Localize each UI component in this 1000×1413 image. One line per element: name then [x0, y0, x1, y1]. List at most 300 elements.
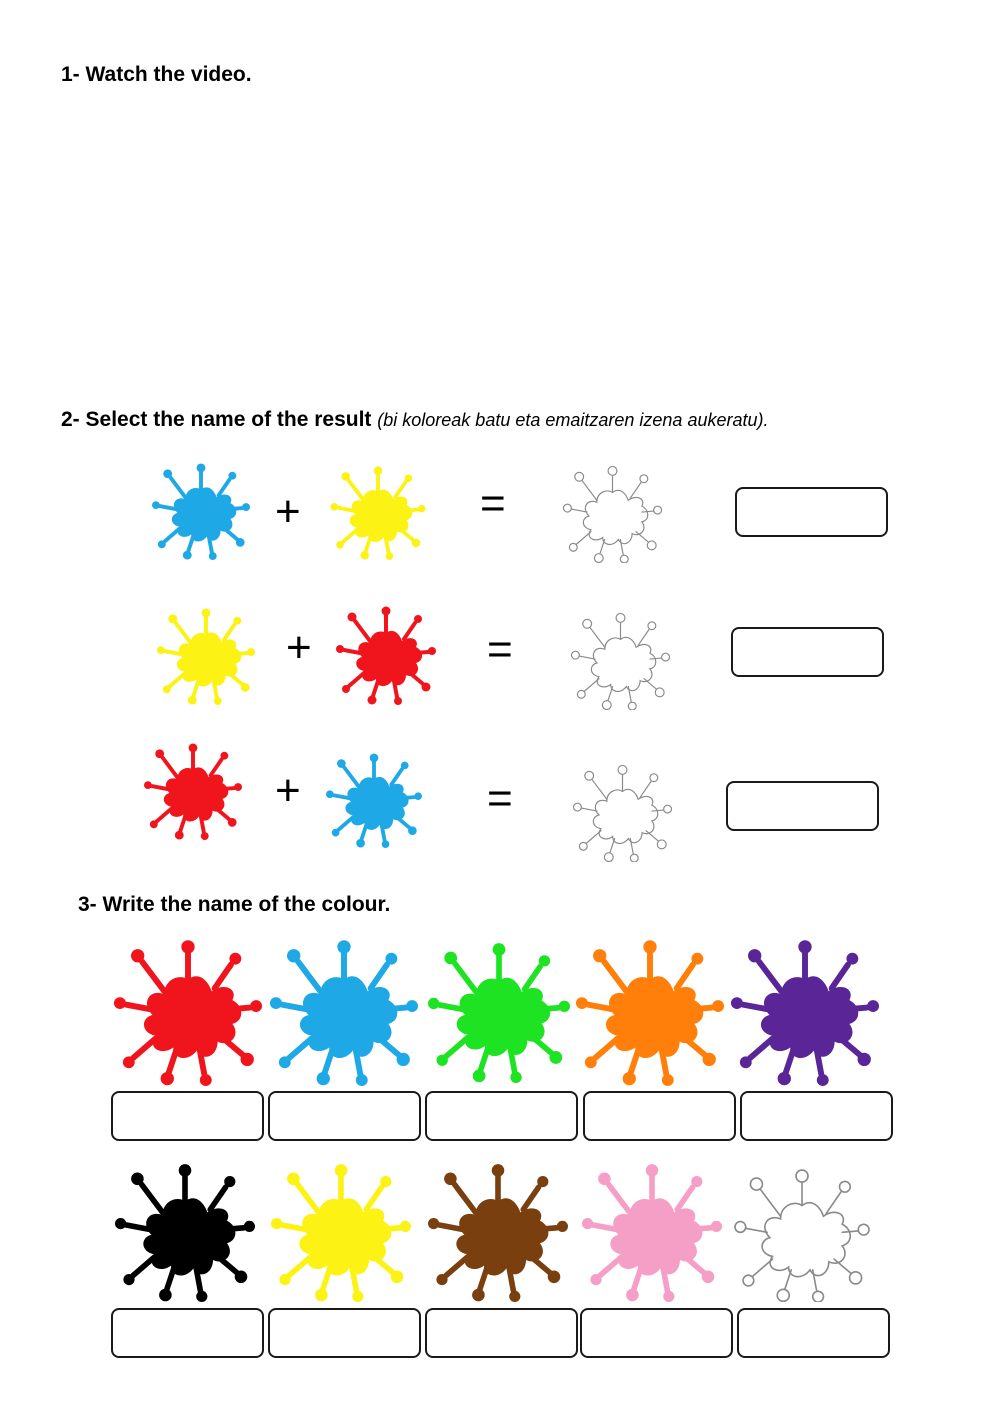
splat-drop	[444, 1173, 457, 1186]
splat-body	[177, 632, 241, 686]
blue-splat-icon	[324, 752, 424, 848]
splat-arm	[826, 1192, 841, 1213]
splat-arm	[133, 1039, 155, 1058]
splat-drop	[342, 685, 350, 693]
splat-body	[583, 490, 647, 544]
splat-body	[457, 978, 550, 1056]
splat-arm	[355, 621, 370, 641]
splat-arm	[152, 786, 168, 789]
black-splat-icon	[112, 1162, 258, 1302]
splat-drop	[336, 645, 344, 653]
splat-arm	[584, 679, 599, 692]
splat-arm	[217, 809, 230, 820]
splat-arm	[540, 1228, 557, 1229]
splat-arm	[344, 650, 360, 653]
blank-splat-icon	[570, 764, 675, 862]
splat-drop	[197, 463, 206, 472]
splat-arm	[232, 1008, 250, 1009]
write-colour-heading: 3- Write the name of the colour.	[78, 893, 391, 916]
green-splat-icon	[428, 938, 570, 1086]
splat-drop	[163, 685, 171, 693]
splat-drop	[576, 997, 588, 1009]
splat-drop	[150, 820, 158, 828]
splat-arm	[481, 1049, 488, 1070]
splat-arm	[743, 1005, 767, 1009]
splat-drop	[510, 1072, 521, 1083]
splat-drop	[662, 1074, 674, 1086]
splat-arm	[746, 1228, 767, 1232]
splat-drop	[235, 1271, 248, 1284]
splat-arm	[388, 1008, 406, 1009]
yellow-splat-icon	[155, 607, 257, 705]
splat-drop	[157, 646, 165, 654]
splat-drop	[548, 1271, 561, 1284]
splat-arm	[582, 481, 597, 501]
splat-drop	[229, 953, 241, 965]
splat-drop	[493, 943, 506, 956]
splat-arm	[180, 816, 185, 831]
splat-drop	[564, 504, 572, 512]
splat-drop	[352, 1291, 363, 1302]
splat-drop	[559, 1001, 570, 1012]
red-splat-icon	[334, 605, 438, 705]
splat-drop	[152, 501, 160, 509]
splat-drop	[846, 953, 858, 965]
plus-sign: +	[286, 623, 312, 672]
splat-drop	[777, 1289, 789, 1301]
splat-arm	[677, 965, 693, 989]
splat-arm	[576, 532, 591, 545]
splat-arm	[644, 679, 657, 690]
splat-drop	[840, 1181, 851, 1192]
splat-drop	[326, 790, 334, 798]
splat-arm	[686, 1039, 705, 1055]
splat-drop	[602, 701, 611, 710]
splat-drop	[224, 1176, 235, 1187]
splat-arm	[383, 1228, 400, 1229]
splat-arm	[142, 962, 164, 992]
splat-arm	[298, 962, 320, 992]
splat-drop	[623, 1072, 636, 1085]
splat-arm	[640, 782, 651, 798]
splat-drop	[123, 1056, 135, 1068]
colour-answer-input-purple[interactable]	[740, 1091, 893, 1141]
mix-answer-input-1[interactable]	[735, 487, 888, 537]
splat-body	[762, 1203, 850, 1277]
splat-drop	[405, 475, 413, 483]
splat-arm	[282, 1005, 306, 1009]
splat-arm	[677, 1187, 692, 1209]
splat-drop	[287, 1173, 300, 1186]
red-splat-icon	[140, 742, 246, 840]
splat-drop	[796, 1170, 808, 1182]
splat-arm	[176, 623, 191, 643]
splat-arm	[397, 817, 409, 828]
colour-answer-input-red[interactable]	[111, 1091, 264, 1141]
splat-arm	[165, 651, 181, 654]
splat-drop	[630, 854, 638, 862]
splat-drop	[391, 1271, 404, 1284]
splat-drop	[579, 842, 587, 850]
splat-drop	[408, 826, 417, 835]
splat-body	[172, 487, 236, 541]
section-1-title	[61, 63, 252, 87]
splat-arm	[841, 1039, 860, 1055]
splat-arm	[646, 831, 659, 842]
splat-arm	[171, 478, 186, 498]
select-result-heading: 2- Select the name of the result	[61, 408, 372, 431]
blank-splat-icon	[568, 612, 673, 710]
splat-drop	[585, 771, 594, 780]
splat-drop	[115, 1218, 126, 1229]
splat-arm	[525, 967, 541, 990]
colour-answer-input-pink[interactable]	[580, 1308, 733, 1358]
splat-arm	[362, 825, 367, 839]
splat-drop	[271, 1218, 282, 1229]
splat-drop	[654, 506, 662, 514]
splat-arm	[604, 962, 626, 992]
splat-body	[591, 637, 655, 691]
splat-arm	[126, 1225, 148, 1229]
splat-arm	[325, 1050, 332, 1072]
splat-body	[761, 976, 858, 1058]
splat-arm	[225, 529, 238, 540]
splat-drop	[646, 1164, 659, 1177]
splat-drop	[608, 466, 617, 475]
splat-drop	[655, 688, 664, 697]
splat-drop	[850, 1272, 862, 1284]
splat-drop	[397, 1053, 410, 1066]
splat-arm	[760, 1189, 780, 1216]
splat-arm	[366, 1187, 381, 1209]
equals-sign: =	[480, 479, 506, 528]
splat-arm	[142, 1184, 163, 1212]
splat-arm	[593, 1225, 615, 1229]
splat-drop	[643, 940, 656, 953]
splat-drop	[250, 1000, 262, 1012]
splat-arm	[455, 1184, 476, 1212]
splat-arm	[403, 797, 415, 798]
splat-drop	[598, 1173, 611, 1186]
splat-drop	[444, 952, 457, 965]
section-3-title	[78, 893, 390, 917]
splat-drop	[356, 1074, 368, 1086]
splat-drop	[163, 469, 172, 478]
splat-arm	[391, 769, 402, 784]
splat-arm	[446, 1257, 467, 1275]
splat-arm	[849, 1008, 867, 1009]
splat-drop	[640, 475, 648, 483]
splat-drop	[144, 781, 152, 789]
splat-drop	[161, 1072, 174, 1085]
splat-drop	[691, 953, 703, 965]
equals-sign: =	[487, 625, 513, 674]
splat-drop	[374, 466, 383, 475]
splat-arm	[373, 681, 378, 696]
splat-drop	[585, 1056, 597, 1068]
splat-drop	[539, 955, 550, 966]
splat-drop	[664, 805, 672, 813]
splat-arm	[227, 1228, 244, 1229]
splat-drop	[662, 653, 670, 661]
splat-drop	[159, 1289, 172, 1302]
splat-drop	[593, 949, 606, 962]
splat-drop	[200, 1074, 212, 1086]
section-2-title	[61, 408, 768, 432]
watch-video-heading: 1- Watch the video.	[61, 63, 252, 86]
splat-arm	[126, 1005, 150, 1009]
splat-drop	[418, 505, 426, 513]
splat-drop	[472, 1289, 485, 1302]
splat-drop	[813, 1291, 824, 1302]
splat-arm	[210, 1187, 225, 1209]
splat-arm	[404, 623, 415, 639]
splat-drop	[557, 1221, 568, 1232]
splat-body	[299, 1198, 391, 1275]
colour-answer-input-blue[interactable]	[268, 1091, 421, 1141]
splat-body	[593, 789, 657, 843]
splat-drop	[214, 697, 222, 705]
splat-drop	[428, 1218, 439, 1229]
select-result-note: (bi koloreak batu eta emaitzaren izena aukeratu).	[377, 410, 769, 430]
splat-arm	[694, 1228, 711, 1229]
splat-drop	[114, 997, 126, 1009]
splat-drop	[663, 1291, 674, 1302]
splat-arm	[349, 480, 363, 499]
splat-body	[144, 976, 241, 1058]
purple-splat-icon	[730, 938, 880, 1086]
splat-arm	[323, 1268, 330, 1289]
splat-drop	[590, 1274, 601, 1285]
colour-answer-input-black[interactable]	[111, 1308, 264, 1358]
splat-drop	[798, 940, 811, 953]
splat-arm	[298, 1184, 319, 1212]
splat-drop	[356, 839, 365, 848]
splat-drop	[867, 1000, 879, 1012]
splat-drop	[380, 1176, 391, 1187]
splat-arm	[375, 1257, 393, 1272]
splat-arm	[380, 1039, 399, 1055]
splat-drop	[577, 690, 585, 698]
splat-arm	[834, 1259, 851, 1274]
splat-arm	[686, 1257, 704, 1272]
splat-drop	[647, 541, 656, 550]
splat-drop	[594, 554, 603, 563]
splat-drop	[414, 792, 422, 800]
splat-drop	[368, 696, 377, 705]
splat-arm	[542, 1008, 559, 1009]
colour-answer-input-orange[interactable]	[583, 1091, 736, 1141]
splat-drop	[385, 953, 397, 965]
splat-body	[356, 631, 422, 686]
splat-drop	[131, 1173, 144, 1186]
splat-arm	[439, 1005, 462, 1009]
splat-drop	[131, 949, 144, 962]
splat-arm	[230, 674, 243, 685]
splat-arm	[455, 964, 476, 992]
white-splat-icon	[734, 1168, 870, 1302]
splat-arm	[289, 1257, 310, 1275]
splat-arm	[282, 1225, 304, 1229]
red-splat-icon	[112, 938, 264, 1086]
splat-drop	[201, 832, 209, 840]
splat-drop	[604, 853, 613, 862]
splat-arm	[638, 630, 649, 646]
splat-arm	[395, 482, 405, 497]
splat-drop	[228, 818, 237, 827]
splat-arm	[219, 1257, 237, 1272]
splat-drop	[247, 648, 255, 656]
splat-drop	[188, 696, 197, 705]
splat-arm	[371, 965, 387, 989]
splat-drop	[370, 753, 379, 762]
splat-drop	[386, 552, 394, 560]
splat-drop	[428, 998, 439, 1009]
splat-arm	[230, 508, 242, 509]
colour-answer-input-brown[interactable]	[425, 1308, 578, 1358]
splat-drop	[437, 1055, 448, 1066]
splat-drop	[422, 683, 431, 692]
splat-drop	[228, 472, 236, 480]
splat-drop	[743, 1275, 754, 1286]
splat-drop	[583, 619, 592, 628]
splat-arm	[636, 532, 649, 543]
splat-arm	[344, 767, 358, 786]
mix-answer-input-3[interactable]	[726, 781, 879, 831]
splat-arm	[480, 1268, 487, 1289]
splat-drop	[158, 540, 166, 548]
splat-drop	[270, 997, 282, 1009]
splat-drop	[336, 541, 344, 549]
splat-arm	[157, 809, 172, 822]
splat-drop	[168, 614, 177, 623]
splat-drop	[628, 702, 636, 710]
brown-splat-icon	[424, 1162, 572, 1302]
splat-arm	[533, 1038, 551, 1054]
splat-arm	[592, 780, 607, 800]
splat-drop	[616, 613, 625, 622]
splat-arm	[586, 831, 601, 844]
splat-drop	[123, 1274, 134, 1285]
splat-arm	[366, 537, 371, 551]
splat-drop	[179, 1164, 192, 1177]
splat-drop	[748, 949, 761, 962]
splat-drop	[648, 622, 656, 630]
splat-arm	[600, 1257, 621, 1275]
yellow-splat-icon	[266, 1162, 416, 1302]
blank-splat-icon	[560, 465, 665, 563]
splat-arm	[165, 529, 180, 542]
splat-drop	[337, 940, 350, 953]
splat-arm	[446, 1038, 467, 1056]
colour-answer-input-white[interactable]	[737, 1308, 890, 1358]
splat-drop	[549, 1051, 562, 1064]
splat-drop	[233, 617, 241, 625]
splat-arm	[532, 1257, 550, 1272]
pink-splat-icon	[578, 1162, 726, 1302]
splat-arm	[595, 1039, 617, 1058]
orange-splat-icon	[576, 938, 724, 1086]
splat-drop	[406, 1000, 418, 1012]
splat-arm	[609, 1184, 630, 1212]
splat-arm	[610, 838, 615, 853]
splat-drop	[155, 749, 164, 758]
splat-drop	[209, 552, 217, 560]
splat-drop	[569, 543, 577, 551]
splat-arm	[523, 1187, 538, 1209]
splat-arm	[600, 539, 605, 554]
splat-arm	[401, 530, 413, 540]
splat-arm	[224, 625, 235, 641]
splat-arm	[160, 506, 176, 509]
splat-arm	[289, 1039, 311, 1058]
splat-drop	[317, 1072, 330, 1085]
splat-drop	[626, 1289, 639, 1302]
splat-body	[164, 767, 228, 821]
splat-drop	[582, 1218, 593, 1229]
splat-drop	[650, 774, 658, 782]
splat-drop	[394, 697, 402, 705]
splat-arm	[334, 795, 349, 798]
splat-drop	[412, 539, 421, 548]
splat-arm	[343, 530, 357, 542]
splat-arm	[211, 760, 222, 776]
splat-arm	[416, 652, 428, 653]
splat-arm	[222, 788, 234, 789]
splat-body	[456, 1198, 548, 1275]
splat-drop	[537, 1176, 548, 1187]
splat-drop	[315, 1289, 328, 1302]
video-placeholder[interactable]	[61, 100, 941, 380]
blue-splat-icon	[268, 938, 420, 1086]
blue-splat-icon	[150, 462, 252, 560]
splat-drop	[572, 651, 580, 659]
splat-drop	[735, 1222, 746, 1233]
splat-drop	[711, 1221, 722, 1232]
splat-body	[143, 1198, 235, 1275]
splat-drop	[341, 472, 350, 481]
splat-drop	[382, 607, 391, 616]
splat-arm	[167, 1268, 174, 1289]
splat-drop	[575, 472, 584, 481]
splat-drop	[202, 608, 211, 617]
splat-drop	[241, 1053, 254, 1066]
mix-answer-input-2[interactable]	[731, 627, 884, 677]
splat-drop	[241, 683, 250, 692]
splat-drop	[731, 997, 743, 1009]
splat-arm	[630, 483, 641, 499]
splat-drop	[360, 551, 369, 560]
splat-drop	[244, 1221, 255, 1232]
splat-arm	[410, 673, 423, 684]
splat-drop	[620, 555, 628, 563]
splat-arm	[590, 628, 605, 648]
splat-drop	[509, 1291, 520, 1302]
splat-arm	[224, 1039, 243, 1055]
splat-drop	[401, 762, 409, 770]
splat-drop	[574, 803, 582, 811]
splat-drop	[473, 1070, 486, 1083]
colour-answer-input-yellow[interactable]	[268, 1308, 421, 1358]
splat-drop	[242, 503, 250, 511]
plus-sign: +	[275, 766, 301, 815]
colour-answer-input-green[interactable]	[425, 1091, 578, 1141]
yellow-splat-icon	[328, 465, 428, 560]
splat-drop	[492, 1164, 505, 1177]
splat-arm	[169, 1050, 176, 1072]
splat-arm	[407, 510, 418, 511]
splat-arm	[752, 1259, 772, 1276]
